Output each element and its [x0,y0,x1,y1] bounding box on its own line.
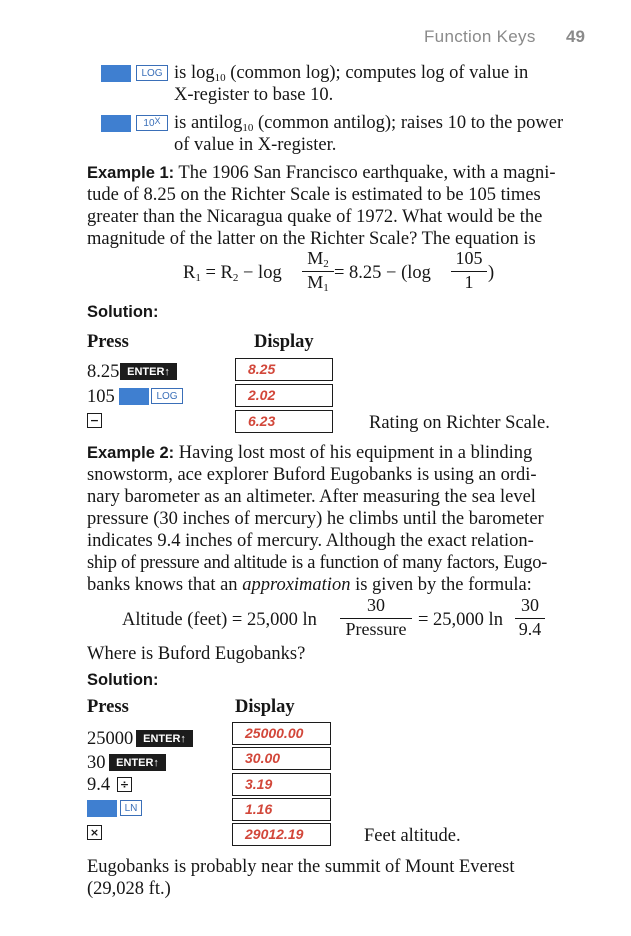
tenx-key: 10 X [136,115,168,131]
equation1-denominator2: 1 [464,272,474,292]
equation1-rhs: = 8.25 − (log [334,263,431,283]
example2-line1: Example 2: Having lost most of his equipment in a blinding [87,443,533,463]
example2-line5: indicates 9.4 inches of mercury. Although the exact relation- [87,531,534,551]
antilog-definition-line1: is antilog$_{10}$ (common antilog); raises 10 to the power [174,113,564,134]
example2-question: Where is Buford Eugobanks? [87,644,306,664]
example2-line7: banks knows that an approximation is given by the formula: [87,575,532,595]
log-key: LOG [151,388,183,404]
example1-line2: tude of 8.25 on the Richter Scale is estimated to be 105 times [87,185,541,205]
equation1-numerator: $M_2$ [307,248,329,270]
press-value: 8.25 [87,362,120,382]
enter-key: ENTER↑ [136,730,193,747]
press-value: 25000 [87,729,134,749]
log-definition-line1: is $\log_{10}$ (common log); computes log of value in [174,63,529,84]
example1-line1: Example 1: The 1906 San Francisco earthquake, with a magni- [87,163,556,183]
display-readout: 3.19 [232,773,331,796]
press-column-header: Press [87,697,129,717]
display-readout: 1.16 [232,798,331,821]
display-readout: 6.23 [235,410,333,433]
example2-line6: ship of pressure and altitude is a function of many factors, Eugo- [87,553,548,573]
shift-key-icon [101,65,131,82]
equation1-numerator2: 105 [455,248,483,268]
press-column-header: Press [87,332,129,352]
result-note: Feet altitude. [364,826,461,846]
example1-line3: greater than the Nicaragua quake of 1972. What would be the [87,207,543,227]
conclusion-line2: (29,028 ft.) [87,879,171,899]
shift-key-icon [87,800,117,817]
log-definition-line2: X-register to base 10. [174,85,334,105]
formula2-numerator2: 30 [521,595,539,615]
shift-key-icon [101,115,131,132]
enter-key: ENTER↑ [109,754,166,771]
solution1-heading: Solution: [87,303,159,321]
example2-line4: pressure (30 inches of mercury) he climbs until the barometer [87,509,544,529]
example1-line4: magnitude of the latter on the Richter Scale? The equation is [87,229,536,249]
press-value: 30 [87,753,106,773]
enter-key: ENTER↑ [120,363,177,380]
equation1-lhs: $R_1 = R_2 - \log$ [183,263,282,284]
press-value: 9.4 [87,775,111,795]
page-number: 49 [566,27,585,46]
formula2-rhs: = 25,000 ln [418,610,503,630]
shift-key-icon [119,388,149,405]
display-readout: 29012.19 [232,823,331,846]
log-key: LOG [136,65,168,81]
display-readout: 30.00 [232,747,331,770]
antilog-definition-line2: of value in X-register. [174,135,337,155]
example2-line3: nary barometer as an altimeter. After measuring the sea level [87,487,536,507]
display-readout: 2.02 [235,384,333,407]
running-header-title: Function Keys [424,27,536,46]
solution2-heading: Solution: [87,671,159,689]
equation1-denominator: $M_1$ [307,272,329,294]
display-column-header: Display [235,697,295,717]
display-column-header: Display [254,332,314,352]
result-note: Rating on Richter Scale. [369,413,550,433]
equation1-close: ) [488,263,495,283]
formula2-numerator: 30 [367,595,385,615]
ln-key: LN [120,800,142,816]
minus-key: − [87,413,102,428]
display-readout: 25000.00 [232,722,331,745]
divide-key: ÷ [117,777,132,792]
conclusion-line1: Eugobanks is probably near the summit of Mount Everest [87,857,515,877]
formula2-lhs: Altitude (feet) = 25,000 ln [122,610,317,630]
press-value: 105 [87,387,115,407]
formula2-denominator2: 9.4 [518,619,542,639]
multiply-key: × [87,825,102,840]
example2-line2: snowstorm, ace explorer Buford Eugobanks is using an ordi- [87,465,537,485]
display-readout: 8.25 [235,358,333,381]
formula2-denominator: Pressure [345,619,407,639]
